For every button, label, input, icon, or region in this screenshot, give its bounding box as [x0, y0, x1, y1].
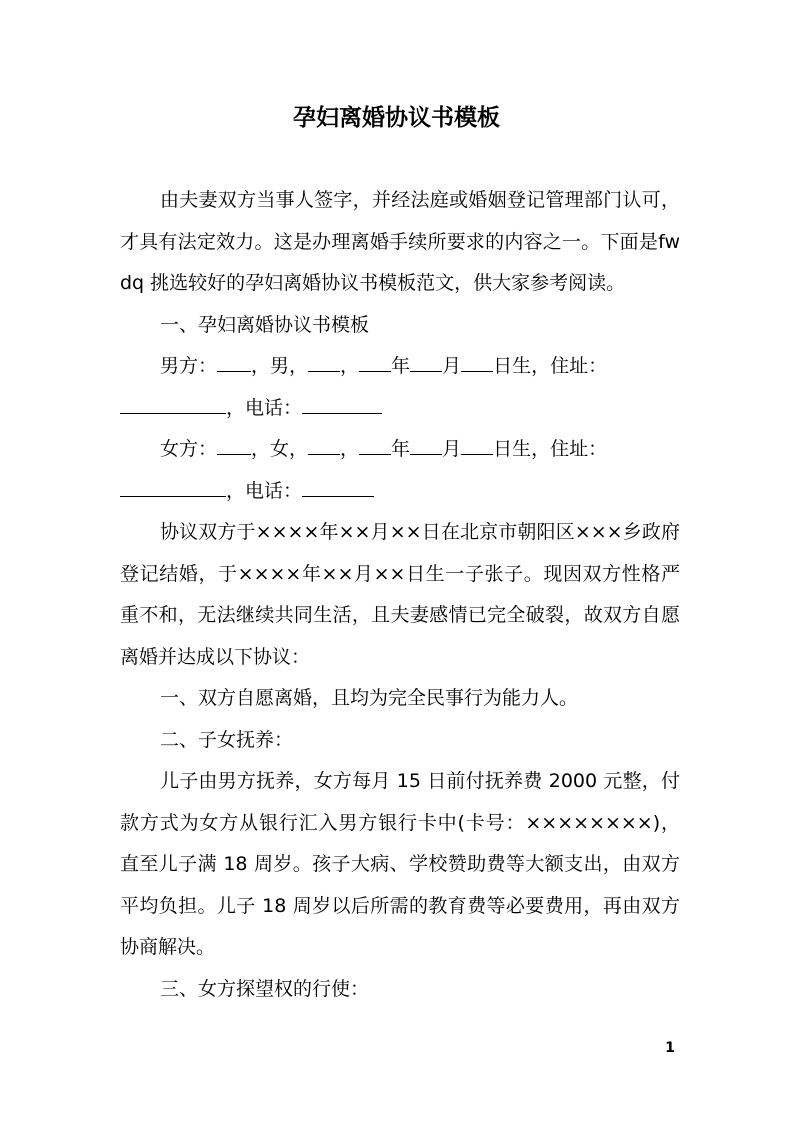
female-month: 月 — [442, 438, 462, 460]
female-day-blank — [461, 433, 493, 455]
female-address-blank — [120, 475, 226, 497]
female-year-blank — [359, 433, 391, 455]
female-label: 女方： — [160, 438, 218, 460]
male-month-blank — [410, 350, 442, 372]
agreement-paragraph: 协议双方于××××年××月××日在北京市朝阳区×××乡政府登记结婚，于××××年××月××日生一子张子。现因双方性格严重不和，无法继续共同生活，且夫妻感情已完全破裂，故双方自愿离婚并达成以下协议： — [120, 521, 680, 668]
female-comma: ， — [340, 438, 360, 460]
male-day-blank — [461, 350, 493, 372]
clause-2-text: 儿子由男方抚养，女方每月 15 日前付抚养费 2000 元整，付款方式为女方从银行汇入男方银行卡中(卡号：××××××××)，直至儿子满 18 周岁。孩子大病、学校赞助费等大额支出，由双方平均负担。儿子 18 周岁以后所需的教育费等必要费用，再由双方协商解决。 — [120, 770, 680, 958]
page-number: 1 — [665, 1040, 675, 1056]
male-month: 月 — [442, 355, 462, 377]
male-year: 年 — [391, 355, 411, 377]
male-address-blank — [120, 392, 226, 414]
male-label: 男方： — [160, 355, 218, 377]
female-phone-blank — [302, 475, 374, 497]
clause-2-heading: 二、子女抚养： — [160, 728, 294, 751]
female-party-line — [120, 429, 680, 512]
male-comma: ， — [340, 355, 360, 377]
female-year: 年 — [391, 438, 411, 460]
female-phone: ，电话： — [226, 479, 303, 502]
female-ethnicity-blank — [308, 433, 340, 455]
male-phone-blank — [302, 392, 382, 414]
female-month-blank — [410, 433, 442, 455]
section-1-heading: 一、孕妇离婚协议书模板 — [160, 313, 370, 336]
document-title: 孕妇离婚协议书模板 — [293, 105, 500, 131]
female-name-blank — [217, 433, 251, 455]
male-day-address: 日生，住址： — [493, 355, 608, 377]
male-gender: ，男， — [251, 355, 309, 377]
male-ethnicity-blank — [308, 350, 340, 372]
document-body — [120, 180, 680, 1010]
clause-3-heading: 三、女方探望权的行使： — [160, 977, 370, 1000]
female-day-address: 日生，住址： — [493, 438, 608, 460]
female-gender: ，女， — [251, 438, 309, 460]
male-party-line — [120, 346, 680, 429]
male-year-blank — [359, 350, 391, 372]
male-name-blank — [217, 350, 251, 372]
clause-1: 一、双方自愿离婚，且均为完全民事行为能力人。 — [160, 687, 579, 709]
intro-paragraph: 由夫妻双方当事人签字，并经法庭或婚姻登记管理部门认可，才具有法定效力。这是办理离婚手续所要求的内容之一。下面是fwdq 挑选较好的孕妇离婚协议书模板范文，供大家参考阅读。 — [120, 189, 680, 294]
male-phone: ，电话： — [226, 396, 303, 419]
